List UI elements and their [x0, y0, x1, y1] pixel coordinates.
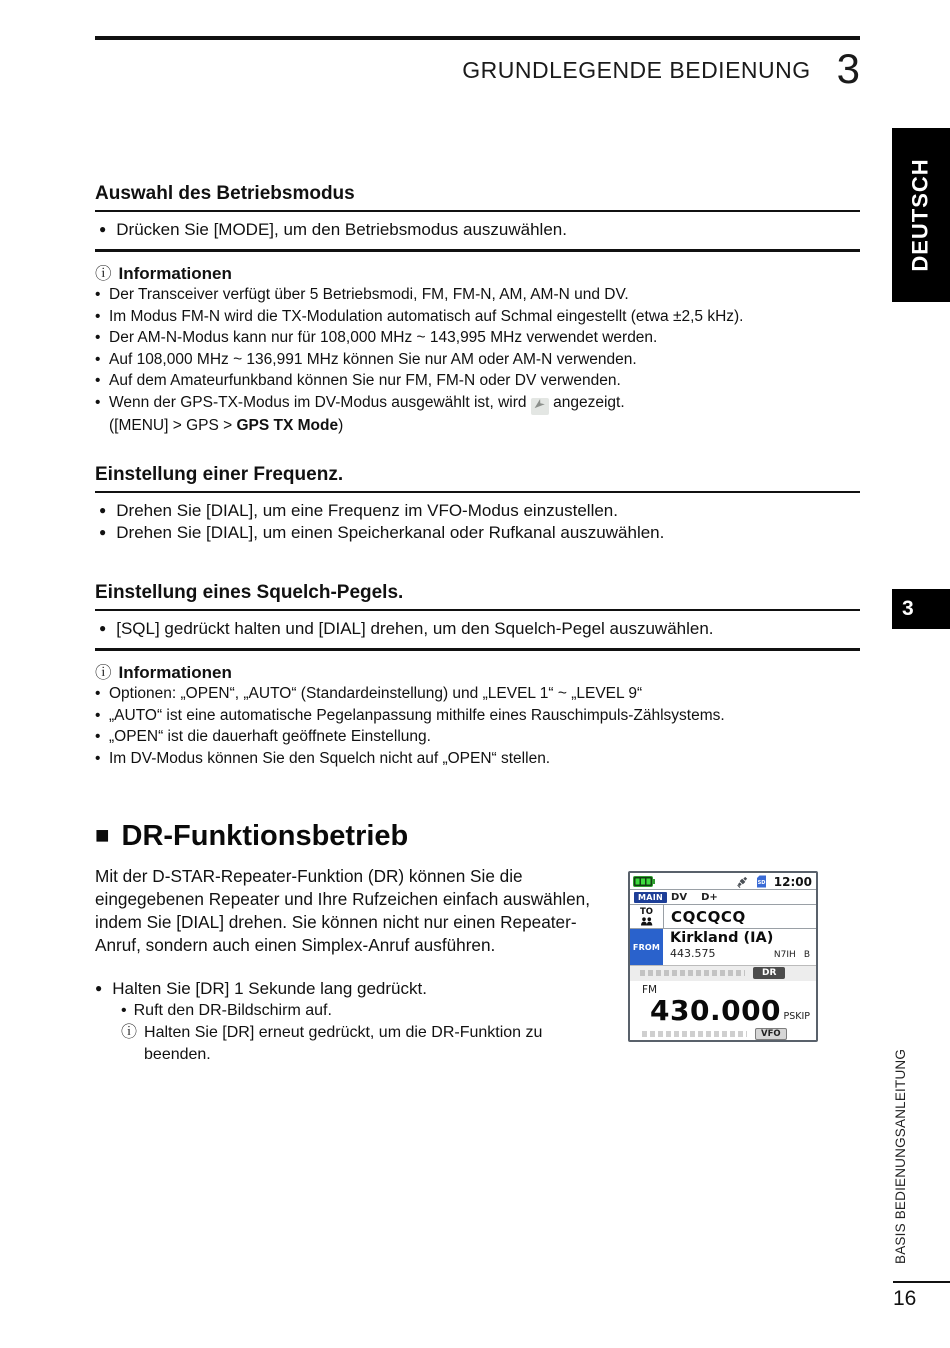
- bullet-icon: •: [95, 372, 101, 389]
- gps-satellite-icon: [736, 875, 749, 888]
- chapter-tab: 3: [892, 589, 950, 629]
- spine-text: BASIS BEDIENUNGSANLEITUNG: [893, 1048, 908, 1264]
- info-item-gps: [95, 392, 860, 415]
- info-item-text: Auf 108,000 MHz ~ 136,991 MHz können Sie nur AM oder AM-N verwenden.: [109, 350, 637, 368]
- sub-band-frequency: 430.000: [650, 994, 782, 1027]
- info-item-text: Der AM-N-Modus kann nur für 108,000 MHz ~ 143,995 MHz verwendet werden.: [109, 329, 658, 346]
- svg-text:SD: SD: [757, 880, 766, 887]
- section-dr-operation: [95, 820, 625, 1065]
- step: [95, 979, 625, 999]
- menu-path-suffix: ): [338, 416, 344, 434]
- info-icon: ⓘ: [95, 664, 112, 682]
- page-header: [95, 45, 860, 92]
- info-item: [95, 306, 860, 328]
- display-clock: 12:00: [773, 874, 812, 889]
- header-rule: [95, 36, 860, 40]
- info-icon: ⓘ: [95, 265, 112, 283]
- sd-card-icon: [756, 875, 767, 888]
- bullet-icon: ●: [99, 525, 107, 539]
- section-squelch: [95, 582, 860, 769]
- section-frequency: [95, 464, 860, 552]
- info-heading: [95, 659, 860, 683]
- language-tab: [892, 128, 950, 302]
- bullet-icon: •: [95, 286, 101, 303]
- divider: [95, 249, 860, 252]
- bullet-icon: ●: [99, 621, 107, 635]
- bullet-icon: •: [95, 393, 101, 411]
- sub-band-frequency-row: [642, 994, 810, 1027]
- info-heading: [95, 260, 860, 284]
- repeater-detail: [670, 947, 812, 960]
- step-text: Halten Sie [DR] 1 Sekunde lang gedrückt.: [112, 979, 427, 998]
- dr-section-title: [95, 820, 625, 853]
- from-row: [630, 928, 816, 964]
- bullet-icon: •: [121, 1002, 127, 1019]
- info-item: [95, 370, 860, 392]
- signal-meter: [640, 970, 745, 976]
- info-item-text: „AUTO“ ist eine automatische Pegelanpassung mithilfe eines Rauschimpuls-Zählsystems.: [109, 706, 725, 724]
- display-status-bar: [630, 873, 816, 889]
- mode-indicator: DV: [671, 892, 688, 904]
- page-number-rule: [893, 1281, 950, 1283]
- section-heading: Auswahl des Betriebsmodus: [95, 183, 860, 212]
- info-item-text: „OPEN“ ist die dauerhaft geöffnete Einstellung.: [109, 728, 431, 745]
- repeater-frequency: 443.575: [670, 947, 716, 961]
- bullet-icon: •: [95, 350, 101, 368]
- bullet-icon: •: [95, 706, 101, 724]
- to-row: [630, 905, 816, 928]
- from-label: FROM: [632, 942, 661, 952]
- dr-paragraph: Mit der D-STAR-Repeater-Funktion (DR) können Sie die eingegebenen Repeater und Ihre Rufzeichen einfach auswählen, indem Sie [DIAL] drehen. Sie können nicht nur einen Repeater-Anruf, sondern auch einen Simplex-Anruf ausführen.: [95, 866, 590, 955]
- info-item: [95, 726, 860, 748]
- chapter-number: 3: [836, 45, 860, 92]
- vfo-badge: VFO: [755, 1028, 787, 1040]
- page-number: 16: [893, 1287, 917, 1310]
- info-item-text: Optionen: „OPEN“, „AUTO“ (Standardeinstellung) und „LEVEL 1“ ~ „LEVEL 9“: [109, 685, 643, 702]
- to-label: TO: [639, 907, 654, 918]
- section-heading: Einstellung eines Squelch-Pegels.: [95, 582, 860, 611]
- menu-path: [95, 415, 860, 437]
- bullet-icon: •: [95, 685, 101, 702]
- sub-meter-row: [642, 1028, 810, 1040]
- page-title: GRUNDLEGENDE BEDIENUNG: [462, 57, 811, 83]
- gps-tx-icon: [531, 398, 549, 415]
- step: [95, 212, 860, 249]
- bullet-icon: •: [95, 749, 101, 767]
- bullet-icon: •: [95, 307, 101, 325]
- bullet-icon: ●: [95, 981, 103, 995]
- info-item: [95, 683, 860, 705]
- gps-item-prefix: Wenn der GPS-TX-Modus im DV-Modus ausgewählt ist, wird: [109, 393, 527, 411]
- from-info: [663, 929, 816, 964]
- info-item-text: Der Transceiver verfügt über 5 Betriebsmodi, FM, FM-N, AM, AM-N und DV.: [109, 286, 629, 303]
- to-callsign: CQCQCQ: [671, 907, 746, 926]
- dr-title-text: DR-Funktionsbetrieb: [121, 820, 409, 852]
- repeater-name: Kirkland (IA): [670, 930, 774, 947]
- info-item: [95, 705, 860, 727]
- step: [95, 522, 860, 552]
- bullet-icon: ●: [99, 222, 107, 236]
- sub-signal-meter: [642, 1031, 747, 1037]
- info-heading-label: Informationen: [118, 663, 232, 682]
- dplus-indicator: D+: [701, 892, 718, 904]
- pskip-indicator: PSKIP: [783, 1011, 810, 1022]
- battery-icon: [633, 876, 655, 887]
- repeater-module: B: [803, 950, 810, 961]
- to-label-cell: [630, 905, 664, 928]
- signal-meter-row: [630, 965, 816, 981]
- sub-band-mode: FM: [642, 984, 658, 996]
- radio-display: [628, 871, 818, 1042]
- note-text: Halten Sie [DR] erneut gedrückt, um die DR-Funktion zu beenden.: [144, 1024, 543, 1063]
- menu-path-prefix: ([MENU] > GPS >: [109, 416, 237, 434]
- gps-item-suffix: angezeigt.: [553, 393, 625, 411]
- info-item-text: [109, 392, 625, 415]
- section-heading: Einstellung einer Frequenz.: [95, 464, 860, 493]
- sub-step-text: Ruft den DR-Bildschirm auf.: [133, 1002, 332, 1019]
- divider: [95, 648, 860, 651]
- note: [95, 1022, 601, 1065]
- language-tab-label: DEUTSCH: [908, 158, 933, 272]
- sub-step: [95, 1002, 625, 1020]
- info-icon: ⓘ: [121, 1024, 138, 1041]
- dr-mode-badge: DR: [753, 967, 785, 979]
- info-item-text: Im DV-Modus können Sie den Squelch nicht auf „OPEN“ stellen.: [109, 749, 551, 767]
- info-heading-label: Informationen: [118, 264, 232, 283]
- step: [95, 493, 860, 522]
- info-item: [95, 327, 860, 349]
- info-item-text: Im Modus FM-N wird die TX-Modulation automatisch auf Schmal eingestellt (etwa ±2,5 kHz).: [109, 307, 744, 325]
- repeater-callsign: N7IH: [773, 950, 796, 961]
- step-text: Drehen Sie [DIAL], um eine Frequenz im VFO-Modus einzustellen.: [116, 501, 618, 520]
- info-item-text: Auf dem Amateurfunkband können Sie nur FM, FM-N oder DV verwenden.: [109, 372, 621, 389]
- bullet-icon: •: [95, 728, 101, 745]
- main-band-badge: MAIN: [634, 892, 667, 903]
- from-label-cell: [630, 929, 663, 964]
- square-bullet-icon: ■: [95, 821, 110, 849]
- menu-path-bold: GPS TX Mode: [236, 416, 339, 434]
- bullet-icon: ●: [99, 503, 107, 517]
- step: [95, 611, 860, 648]
- display-badge-row: [630, 890, 816, 904]
- info-item: [95, 748, 860, 770]
- step-text: Drücken Sie [MODE], um den Betriebsmodus auszuwählen.: [116, 220, 567, 239]
- info-item: [95, 284, 860, 306]
- section-operating-mode: [95, 183, 860, 436]
- info-item: [95, 349, 860, 371]
- step-text: [SQL] gedrückt halten und [DIAL] drehen, um den Squelch-Pegel auszuwählen.: [116, 619, 714, 638]
- bullet-icon: •: [95, 329, 101, 346]
- sub-band-area: [630, 981, 816, 1040]
- step-text: Drehen Sie [DIAL], um einen Speicherkanal oder Rufkanal auszuwählen.: [116, 523, 665, 542]
- group-call-icon: [640, 917, 653, 926]
